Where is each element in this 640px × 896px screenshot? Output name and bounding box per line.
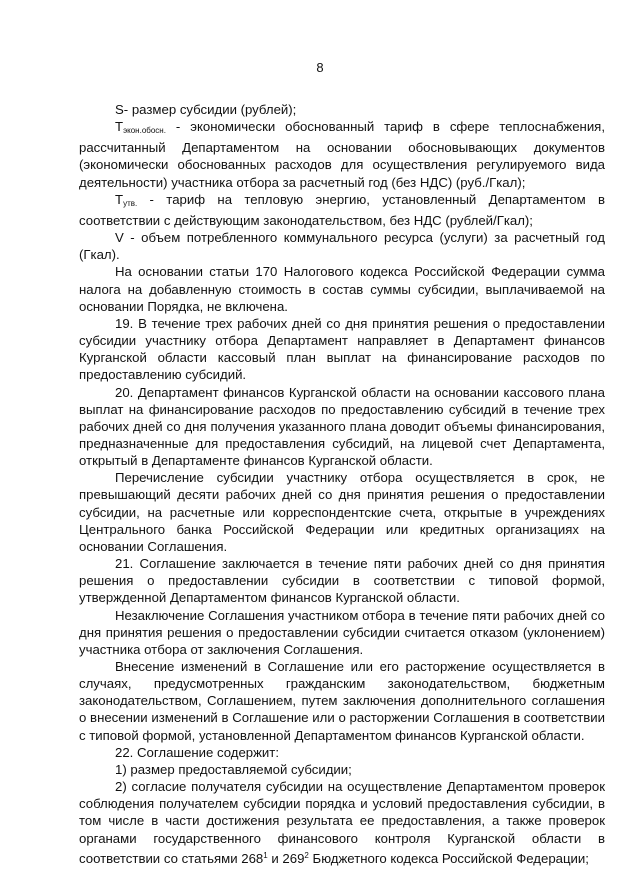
paragraph-22: 22. Соглашение содержит: [115,744,280,760]
paragraph-volume: V - объем потребленного коммунального ресурса (услуги) за расчетный год (Гкал). [79,230,605,263]
paragraph-subsidy-size: S- размер субсидии (рублей); [115,102,297,117]
paragraph-non-conclusion: Незаключение Соглашения участником отбора в течение пяти рабочих дней со дня принятия решения о предоставлении субсидии считается отказом (уклонением) участника отбора от заключения Соглашения. [79,607,605,657]
paragraph-20: 20. Департамент финансов Курганской области на основании кассового плана выплат на финансирование расходов по предоставлению субсидий в течение трех рабочих дней со дня получения указанного плана доводит объемы финансирования, предназначенные для предоставления субсидий, на лицевой счет Департамента, открытый в Департаменте финансов Курганской области. [79,384,605,469]
list-item-2 [79,778,605,867]
article-269-superscript: 2 [304,850,309,860]
approved-tariff-subscript: утв. [123,198,138,208]
list-item-2-mid: и 269 [267,850,305,866]
page-number: 8 [316,60,324,75]
paragraph-amendment: Внесение изменений в Соглашение или его расторжение осуществляется в случаях, предусмотренных гражданским законодательством, бюджетным законодательством, Соглашением, путем заключения дополнительного соглашения о внесении изменений в Соглашение или о расторжении Соглашения в соответствии с типовой формой, установленной Департаментом финансов Курганской области. [79,659,605,743]
article-268-superscript: 1 [263,850,268,860]
paragraph-transfer: Перечисление субсидии участнику отбора осуществляется в срок, не превышающий десяти рабочих дней со дня принятия решения о предоставлении субсидии, на расчетные или корреспондентские счета, открытые в учреждениях Центрального банка Российской Федерации или кредитных организациях на основании Соглашения. [79,470,605,554]
document-body [79,101,605,867]
paragraph-21: 21. Соглашение заключается в течение пяти рабочих дней со дня принятия решения о предоставлении субсидии в соответствии с типовой формой, утвержденной Департаментом финансов Курганской области. [79,556,605,606]
paragraph-approved-tariff [79,191,605,229]
list-item-2-end: Бюджетного кодекса Российской Федерации; [308,850,589,866]
list-item-1: 1) размер предоставляемой субсидии; [115,761,352,777]
tariff-subscript: экон.обосн. [123,126,166,136]
tariff-symbol: T [115,119,124,135]
paragraph-19: 19. В течение трех рабочих дней со дня принятия решения о предоставлении субсидии участнику отбора Департамент направляет в Департамент финансов Курганской области кассовый план выплат на финансирование расходов по предоставлению субсидий. [79,315,605,383]
approved-tariff-symbol: T [115,191,124,207]
paragraph-vat: На основании статьи 170 Налогового кодекса Российской Федерации сумма налога на добавленную стоимость в состав суммы субсидии, выплачиваемой на основании Порядка, не включена. [79,264,605,314]
approved-tariff-definition: - тариф на тепловую энергию, установленный Департаментом в соответствии с действующим законодательством, без НДС (рублей/Гкал); [79,191,605,228]
list-item-2-text: 2) согласие получателя субсидии на осуществление Департаментом проверок соблюдения получателем субсидии порядка и условий предоставления субсидии, в том числе в части достижения результата ее предоставления, а также проверок органами государственного финансового контроля Курганской области в соответствии со статьями 268 [79,779,605,866]
tariff-definition: - экономически обоснованный тариф в сфере теплоснабжения, рассчитанный Департаментом на основании обосновывающих документов (экономически обоснованных расходов для осуществления регулируемого вида деятельности) участника отбора за расчетный год (без НДС) (руб./Гкал); [79,119,605,190]
paragraph-economic-tariff [79,118,605,191]
